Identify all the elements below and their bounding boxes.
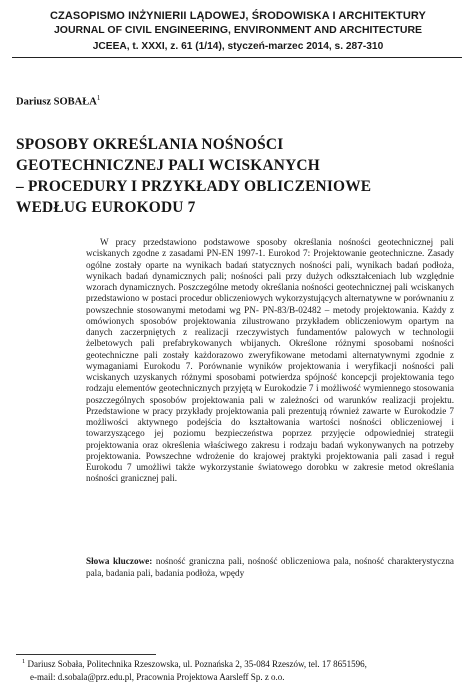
footnote-mark: 1 (22, 658, 26, 665)
footnote-line-2: e-mail: d.sobala@prz.edu.pl, Pracownia Projektowa Aarsleff Sp. z o.o. (30, 672, 285, 682)
journal-name-polish: CZASOPISMO INŻYNIERII LĄDOWEJ, ŚRODOWISKA I ARCHITEKTURY (50, 10, 426, 22)
title-line-3: – PROCEDURY I PRZYKŁADY OBLICZENIOWE (16, 178, 372, 195)
author-name: Dariusz SOBAŁA (16, 96, 97, 108)
abstract: W pracy przedstawiono podstawowe sposoby określania nośności geotechnicznej pali wciskanych zgodne z zasadami PN-EN 1997-1. Eurokod 7: Projektowanie geotechniczne. Zasady ogólne zostały oparte na wynikach badań statycznych nośności pali, wynikach badań podłoża, wynikach badań dynamicznych pali; nośności pali przy dużych odkształceniach lub względnie wzorach dynamicznych. Poszczególne metody określania nośności geotechnicznej pali wciskanych przedstawiono w postaci procedur obliczeniowych wykorzystujących alternatywne w porównaniu z powszechnie stosowanymi metodami wg PN- PN-83/B-02482 – metody projektowania. Każdy z omówionych sposobów projektowania zilustrowano przykładem obliczeniowym opartym na danych zaczerpniętych z realizacji rzeczywistych fundamentów palowych w technologii żelbetowych pali prefabrykowanych wbijanych. Określone różnymi sposobami nośności geotechniczne pali zostały każdorazowo zweryfikowane metodami alternatywnymi zgodnie z wymaganiami Eurokodu 7. Porównanie wyników projektowania i weryfikacji nośności pali wciskanych uzyskanych różnymi sposobami potwierdza spójność koncepcji projektowania tego rodzaju elementów geotechnicznych przyjętą w Eurokodzie 7 i możliwość wymiennego stosowania poszczególnych sposobów projektowania pali w zależności od warunków realizacji projektu. Przedstawione w pracy przykłady projektowania pali prezentują również zawarte w Eurokodzie 7 możliwości aktywnego podejścia do kształtowania wartości nośności obliczeniowej i towarzyszącego jej poziomu bezpieczeństwa poprzez przyjęcie odpowiedniej strategii projektowania oraz określenia właściwego zakresu i rodzaju badań wykonywanych na potrzeby projektowania. Powszechne wdrożenie do krajowej praktyki projektowania pali zasad i reguł Eurokodu 7 umożliwi także wykorzystanie światowego dorobku w zakresie metod określania nośności granicznej pali. (86, 237, 454, 484)
author-footnote-mark: 1 (96, 94, 101, 102)
footnote-rule (16, 654, 156, 655)
author (16, 94, 100, 108)
keywords-text: nośność graniczna pali, nośność obliczeniowa pala, nośność charakterystyczna pala, badania pali, badania podłoża, wpędy (86, 556, 455, 578)
title-line-2: GEOTECHNICZNEJ PALI WCISKANYCH (16, 157, 320, 174)
title-line-1: SPOSOBY OKREŚLANIA NOŚNOŚCI (16, 136, 284, 153)
journal-name-english: JOURNAL OF CIVIL ENGINEERING, ENVIRONMENT AND ARCHITECTURE (53, 24, 423, 36)
keywords-label: Słowa kluczowe: (86, 556, 153, 566)
footnote-line-1 (22, 658, 367, 669)
journal-citation: JCEEA, t. XXXI, z. 61 (1/14), styczeń-marzec 2014, s. 287-310 (92, 41, 384, 52)
header-rule (12, 57, 462, 58)
keywords (86, 555, 454, 579)
title-line-4: WEDŁUG EUROKODU 7 (16, 199, 196, 216)
footnote-affiliation: Dariusz Sobała, Politechnika Rzeszowska, ul. Poznańska 2, 35-084 Rzeszów, tel. 17 8651596, (27, 659, 367, 669)
